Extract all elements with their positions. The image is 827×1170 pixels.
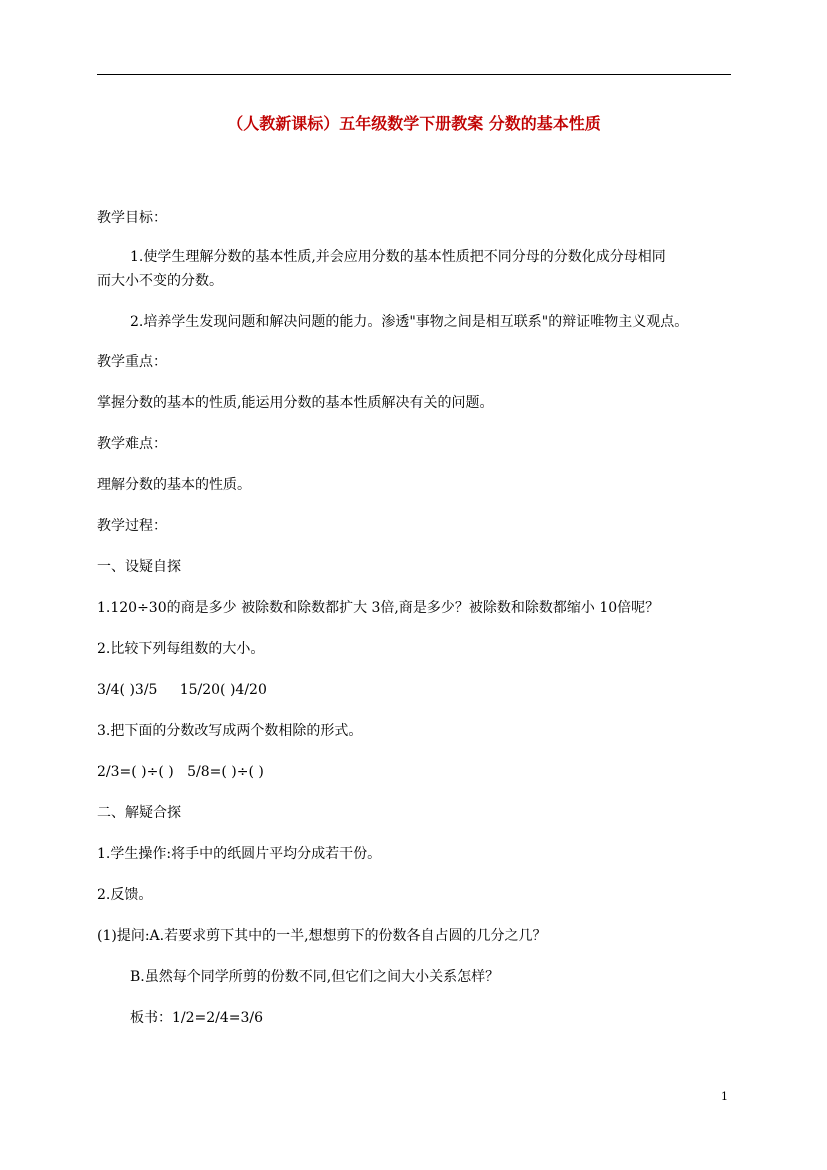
key-text: 掌握分数的基本的性质,能运用分数的基本性质解决有关的问题。 [97, 395, 494, 411]
section-1-heading: 一、设疑自探 [97, 559, 181, 575]
step-1: 1.学生操作:将手中的纸圆片平均分成若干份。 [97, 846, 382, 862]
question-3-expression: 2/3=( )÷( ) 5/8=( )÷( ) [97, 764, 264, 780]
goal-2: 2.培养学生发现问题和解决问题的能力。渗透"事物之间是相互联系"的辩证唯物主义观点。 [130, 314, 689, 330]
goal-1-line-2: 而大小不变的分数。 [97, 273, 223, 289]
difficulty-heading: 教学难点： [97, 436, 167, 452]
step-2: 2.反馈。 [97, 887, 153, 903]
step-2-question-a: (1)提问:A.若要求剪下其中的一半,想想剪下的份数各自占圆的几分之几？ [97, 928, 547, 944]
page-number: 1 [721, 1090, 728, 1103]
goal-1-line-1: 1.使学生理解分数的基本性质,并会应用分数的基本性质把不同分母的分数化成分母相同 [130, 249, 666, 265]
difficulty-text: 理解分数的基本的性质。 [97, 477, 251, 493]
process-heading: 教学过程： [97, 518, 167, 534]
header-rule [97, 74, 731, 75]
step-2-question-b: B.虽然每个同学所剪的份数不同,但它们之间大小关系怎样？ [130, 969, 500, 985]
question-3: 3.把下面的分数改写成两个数相除的形式。 [97, 723, 363, 739]
document-title: （人教新课标）五年级数学下册教案 分数的基本性质 [227, 114, 601, 133]
goals-heading: 教学目标： [97, 210, 167, 226]
board-writing: 板书：1/2=2/4=3/6 [130, 1010, 264, 1026]
question-2-expression: 3/4( )3/5 15/20( )4/20 [97, 682, 267, 698]
section-2-heading: 二、解疑合探 [97, 805, 181, 821]
key-heading: 教学重点： [97, 354, 167, 370]
question-1: 1.120÷30的商是多少 被除数和除数都扩大 3倍,商是多少？被除数和除数都缩小 10倍呢？ [97, 600, 660, 616]
question-2: 2.比较下列每组数的大小。 [97, 641, 265, 657]
